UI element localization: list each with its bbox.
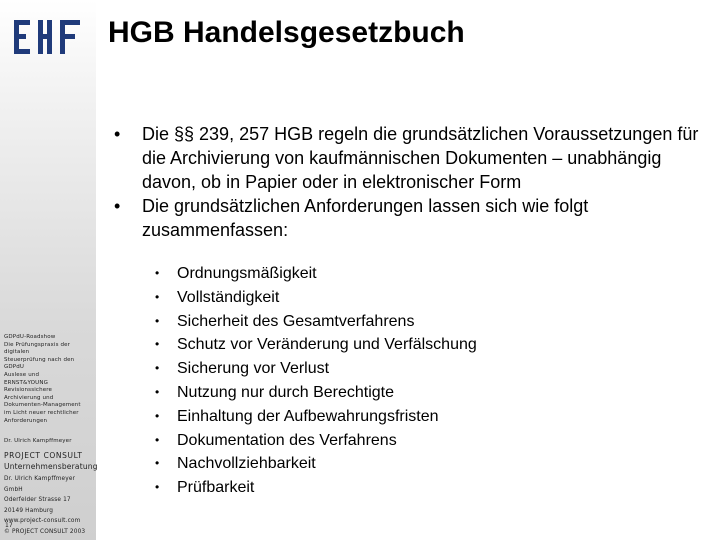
sub-bullet [150,452,710,476]
event-line: Revisionssichere [4,387,53,394]
sub-bullet-text: Nachvollziehbarkeit [177,455,316,473]
bullet-marker: • [114,196,121,216]
address-line: 20149 Hamburg [4,507,54,514]
sub-bullet-list [150,262,710,500]
sidebar [0,0,96,540]
sub-bullet-text: Vollständigkeit [177,288,280,306]
main-bullet [106,122,702,194]
event-line: ERNST&YOUNG [4,379,48,386]
address-line: Dr. Ulrich Kampffmeyer GmbH [4,476,76,493]
sub-bullet [150,333,710,357]
author-name: Dr. Ulrich Kampffmeyer [4,438,72,444]
page-number: 17 [5,522,13,529]
bullet-marker: • [155,456,160,471]
sub-bullet [150,476,710,500]
company-subtitle: Unternehmensberatung [4,462,98,471]
bullet-marker: • [114,124,121,144]
main-bullet-text: Die grundsätzlichen Anforderungen lassen sich wie folgt zusammenfassen: [142,196,589,240]
event-info [4,334,94,425]
address-line: Oderfelder Strasse 17 [4,497,71,503]
sub-bullet [150,429,710,453]
sub-bullet [150,381,710,405]
event-line: Steuerprüfung nach den [4,356,75,363]
bullet-marker: • [155,313,160,328]
event-line: Dokumenten-Management [4,402,81,409]
bullet-marker: • [155,384,160,399]
sub-bullet-text: Ordnungsmäßigkeit [177,265,317,282]
sub-bullet [150,405,710,429]
event-line: Archivierung und [4,394,54,401]
address-line: www.project-consult.com [4,518,81,524]
sub-bullet-text: Nutzung nur durch Berechtigte [177,383,395,401]
sub-bullet-text: Sicherung vor Verlust [177,360,330,378]
sub-bullet [150,262,710,286]
sub-bullet [150,357,710,381]
sub-bullet [150,310,710,334]
bullet-marker: • [155,266,160,280]
event-line: Anforderungen [4,417,48,424]
bullet-marker: • [155,480,160,495]
event-line: Die Prüfungspraxis der digitalen [4,341,71,356]
main-bullet-list [106,122,702,242]
slide-title: HGB Handelsgesetzbuch [108,16,465,49]
bullet-marker: • [155,432,160,447]
bullet-marker: • [155,408,160,423]
address-block [4,474,94,537]
event-line: GDPdU [4,364,25,371]
company-name: PROJECT CONSULT [4,451,83,460]
event-line: GDPdU-Roadshow [4,334,56,340]
main-bullet-text: Die §§ 239, 257 HGB regeln die grundsätzlichen Voraussetzungen für die Archivierung von kaufmännischen Dokumenten – unabhängig davon, ob in Papier oder in elektronischer Form [142,124,699,192]
sub-bullet-text: Einhaltung der Aufbewahrungsfristen [177,407,439,425]
sub-bullet-text: Sicherheit des Gesamtverfahrens [177,312,415,330]
bullet-marker: • [155,337,160,352]
sub-bullet [150,286,710,310]
sub-bullet-text: Schutz vor Veränderung und Verfälschung [177,336,477,354]
sub-bullet-text: Dokumentation des Verfahrens [177,431,397,449]
event-line: im Licht neuer rechtlicher [4,409,79,416]
copyright: © PROJECT CONSULT 2003 [4,528,86,535]
event-line: Auslese und [4,371,40,378]
bullet-marker: • [155,289,160,304]
bullet-marker: • [155,361,160,376]
sub-bullet-text: Prüfbarkeit [177,479,255,497]
project-consult-logo [14,20,82,54]
main-bullet [106,194,702,242]
